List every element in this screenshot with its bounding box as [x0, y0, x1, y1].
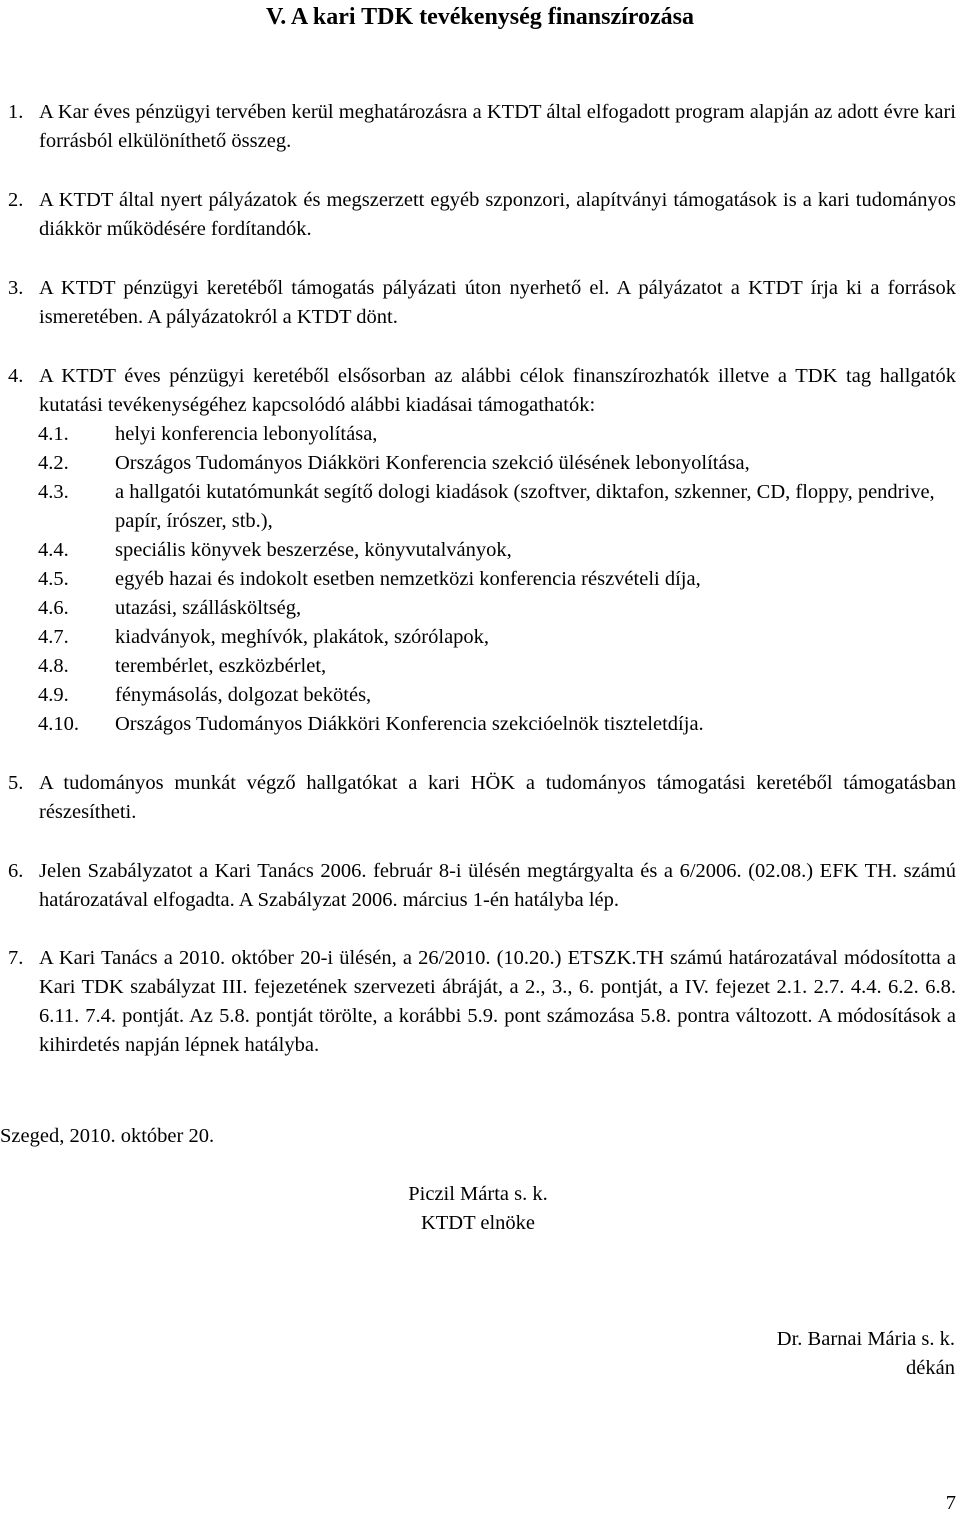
list-item-number: 4.7.: [38, 626, 69, 648]
paragraph-1: [0, 98, 956, 156]
list-item-text: utazási, szállásköltség,: [115, 597, 302, 619]
list-item-number: 4.8.: [38, 655, 69, 677]
list-item-text: speciális könyvek beszerzése, könyvutalványok,: [115, 539, 512, 561]
signature-name: Piczil Márta s. k.: [408, 1183, 548, 1205]
paragraph-3: [0, 274, 956, 332]
paragraph-text: A tudományos munkát végző hallgatókat a kari HÖK a tudományos támogatási keretéből támogatásban részesítheti.: [39, 772, 956, 823]
list-item: [38, 478, 956, 536]
signature-chair: [370, 1180, 586, 1238]
list-item-number: 4.3.: [38, 481, 69, 503]
list-item-text: Országos Tudományos Diákköri Konferencia szekcióelnök tiszteletdíja.: [115, 713, 704, 735]
list-item-text: Országos Tudományos Diákköri Konferencia szekció ülésének lebonyolítása,: [115, 452, 750, 474]
list-item-number: 4.5.: [38, 568, 69, 590]
list-item-text: egyéb hazai és indokolt esetben nemzetközi konferencia részvételi díja,: [115, 568, 701, 590]
paragraph-text: Jelen Szabályzatot a Kari Tanács 2006. február 8-i ülésén megtárgyalta és a 6/2006. (02.08.) EFK TH. számú határozatával elfogadta. A Szabályzat 2006. március 1-én hatályba lép.: [39, 860, 956, 911]
paragraph-number: 2.: [8, 189, 24, 211]
list-item-number: 4.1.: [38, 423, 69, 445]
paragraph-number: 7.: [8, 947, 24, 969]
list-item-text: helyi konferencia lebonyolítása,: [115, 423, 378, 445]
signature-title: dékán: [906, 1357, 955, 1379]
paragraph-2: [0, 186, 956, 244]
paragraph-4: [0, 362, 956, 420]
paragraph-number: 4.: [8, 365, 24, 387]
list-item-text: kiadványok, meghívók, plakátok, szórólapok,: [115, 626, 490, 648]
paragraph-7: [0, 944, 956, 1060]
paragraph-text: A KTDT pénzügyi keretéből támogatás pályázati úton nyerhető el. A pályázatot a KTDT írja ki a források ismeretében. A pályázatokról a KTDT dönt.: [39, 277, 956, 328]
list-item-text: terembérlet, eszközbérlet,: [115, 655, 327, 677]
paragraph-text: A Kari Tanács a 2010. október 20-i ülésén, a 26/2010. (10.20.) ETSZK.TH számú határozatával módosította a Kari TDK szabályzat III. fejezetének szervezeti ábráját, a 2., 3., 6. pontját, a IV. fejezet 2.1. 2.7. 4.4. 6.2. 6.8. 6.11. 7.4. pontját. Az 5.8. pontját törölte, a korábbi 5.9. pont számozása 5.8. pontra változott. A módosítások a kihirdetés napján lépnek hatályba.: [39, 947, 956, 1056]
list-item: [38, 420, 956, 449]
list-item: [38, 594, 956, 623]
list-item: [38, 623, 956, 652]
list-item-number: 4.9.: [38, 684, 69, 706]
page-number: 7: [945, 1492, 956, 1514]
list-item-number: 4.2.: [38, 452, 69, 474]
list-item-number: 4.6.: [38, 597, 69, 619]
list-item-number: 4.10.: [38, 713, 79, 735]
paragraph-text: A KTDT által nyert pályázatok és megszerzett egyéb szponzori, alapítványi támogatások is a kari tudományos diákkör működésére fordítandók.: [39, 189, 956, 240]
list-item: [38, 652, 956, 681]
list-item: [38, 681, 956, 710]
paragraph-number: 5.: [8, 772, 24, 794]
list-item-text: a hallgatói kutatómunkát segítő dologi kiadások (szoftver, diktafon, szkenner, CD, floppy, pendrive, papír, írószer, stb.),: [115, 481, 935, 532]
signature-name: Dr. Barnai Mária s. k.: [776, 1328, 955, 1350]
paragraph-5: [0, 769, 956, 827]
signature-dean: [777, 1325, 955, 1383]
list-item: [38, 536, 956, 565]
list-item: [38, 565, 956, 594]
paragraph-number: 6.: [8, 860, 24, 882]
paragraph-number: 3.: [8, 277, 24, 299]
paragraph-6: [0, 857, 956, 915]
list-item-text: fénymásolás, dolgozat bekötés,: [115, 684, 372, 706]
list-item: [38, 710, 956, 739]
list-item-number: 4.4.: [38, 539, 69, 561]
paragraph-number: 1.: [8, 101, 24, 123]
paragraph-text: A Kar éves pénzügyi tervében kerül meghatározásra a KTDT által elfogadott program alapján az adott évre kari forrásból elkülöníthető összeg.: [39, 101, 956, 152]
signature-title: KTDT elnöke: [420, 1212, 536, 1234]
place-date: Szeged, 2010. október 20.: [0, 1125, 215, 1147]
list-item: [38, 449, 956, 478]
paragraph-text: A KTDT éves pénzügyi keretéből elsősorban az alábbi célok finanszírozhatók illetve a TDK tag hallgatók kutatási tevékenységéhez kapcsolódó alábbi kiadásai támogathatók:: [39, 365, 956, 416]
section-heading: V. A kari TDK tevékenység finanszírozása: [265, 4, 695, 30]
